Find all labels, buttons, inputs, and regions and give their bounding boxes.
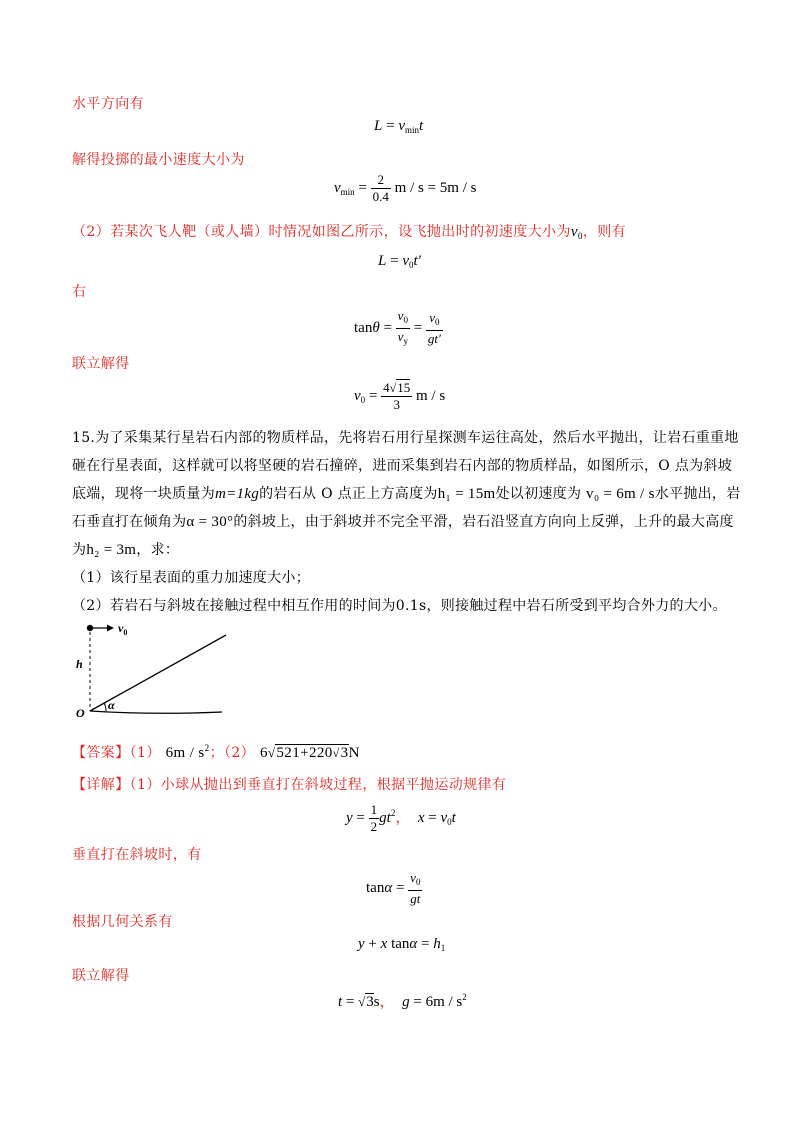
equation-5: $v_0$ = $\frac{4√15}{3}$ m / s (354, 380, 446, 412)
problem-line-2: 砸在行星表面，这样就可以将坚硬的岩石撞碎，进而采集到岩石内部的物质样品，如图所示，O 点为斜坡 (72, 458, 733, 474)
equation-6: y = $\frac{1}{2}$ $gt^2$， $x = v_0t$ (346, 802, 456, 834)
question-2: （2）若岩石与斜坡在接触过程中相互作用的时间为0.1s，则接触过程中岩石所受到平均合外力的大小。 (72, 598, 727, 614)
equation-2: $v_{min}$ = $\frac{2}{0.4}$ m / s = 5m / s (334, 172, 477, 204)
v0-label: $v_0$ (118, 621, 128, 637)
equation-8: y + x $\tan\alpha = h_1$ (358, 936, 446, 953)
equation-9: t = √3s， $g = 6m / s^2$ (338, 992, 467, 1010)
part2-text: （2）若某次飞人靶（或人墙）时情况如图乙所示，设飞抛出时的初速度大小为 (72, 224, 571, 240)
text-horizontal: 水平方向有 (72, 96, 144, 112)
mass-value: m=1kg (215, 486, 260, 502)
answer-tag: 【答案】 (72, 745, 130, 761)
detail-tag: 【详解】 (72, 777, 130, 793)
answer-1: $6m / s^2$ (165, 743, 210, 761)
problem-line-4 (72, 508, 732, 536)
answer-line (72, 738, 360, 763)
text-lianli-2: 联立解得 (72, 968, 130, 984)
part2-v0: $v_0$ (570, 224, 583, 241)
text-lianli-1: 联立解得 (72, 356, 130, 372)
problem-line-3 (72, 480, 741, 508)
o-label: O (76, 706, 85, 720)
alpha-label: α (108, 698, 115, 712)
equation-3: $L = v_0t'$ (378, 253, 421, 270)
detail-line (72, 775, 506, 795)
line5-b: ，求： (136, 542, 180, 558)
text-geometry: 根据几何关系有 (72, 914, 173, 930)
line4-b: 的斜坡上，由于斜坡并不完全平滑，岩石沿竖直方向向上反弹，上升的最大高度 (233, 514, 734, 530)
h1-value: h₁ = 15m (437, 486, 496, 502)
text-part2 (72, 222, 626, 246)
line3-a: 底端，现将一块质量为 (72, 486, 215, 502)
part2-end: ，则有 (582, 224, 627, 240)
line5-a: 为 (72, 542, 87, 558)
equation-7: tanα = $\frac{v_0}{gt}$ (366, 870, 421, 906)
v0-value: v₀ = 6m / s (586, 486, 655, 502)
answer-2: 6√521+220√3N (259, 745, 360, 761)
detail-text: （1）小球从抛出到垂直打在斜坡过程，根据平抛运动规律有 (129, 777, 507, 793)
line4-a: 石垂直打在倾角为 (72, 514, 187, 530)
equation-4: tanθ = $\frac{v_0}{v_y}$ = $\frac{v_0}{gt'}$ (354, 308, 441, 346)
arrow-head (107, 625, 114, 632)
text-min-speed: 解得投掷的最小速度大小为 (72, 152, 245, 168)
line3-d: 水平抛出，岩 (654, 486, 741, 502)
slope-figure (72, 618, 232, 722)
answer-p1: （1） (129, 745, 161, 761)
problem-line-5 (72, 536, 732, 564)
text-you: 右 (72, 284, 87, 300)
problem-15 (72, 424, 741, 620)
h-label: h (76, 657, 83, 671)
alpha-value: α = 30° (186, 514, 234, 530)
answer-sep: ；（2） (209, 745, 256, 761)
question-1: （1）该行星表面的重力加速度大小； (72, 570, 311, 586)
line3-c: 处以初速度为 (495, 486, 582, 502)
angle-arc (104, 703, 106, 711)
h2-value: h₂ = 3m (86, 542, 137, 558)
problem-line-1: 15.为了采集某行星岩石内部的物质样品，先将岩石用行星探测车运往高处，然后水平抛出，让岩石重重地 (72, 430, 739, 446)
equation-1: $L = v_{min}t$ (374, 118, 424, 135)
text-vertical-hit: 垂直打在斜坡时，有 (72, 847, 202, 863)
line3-b: 的岩石从 O 点正上方高度为 (259, 486, 438, 502)
